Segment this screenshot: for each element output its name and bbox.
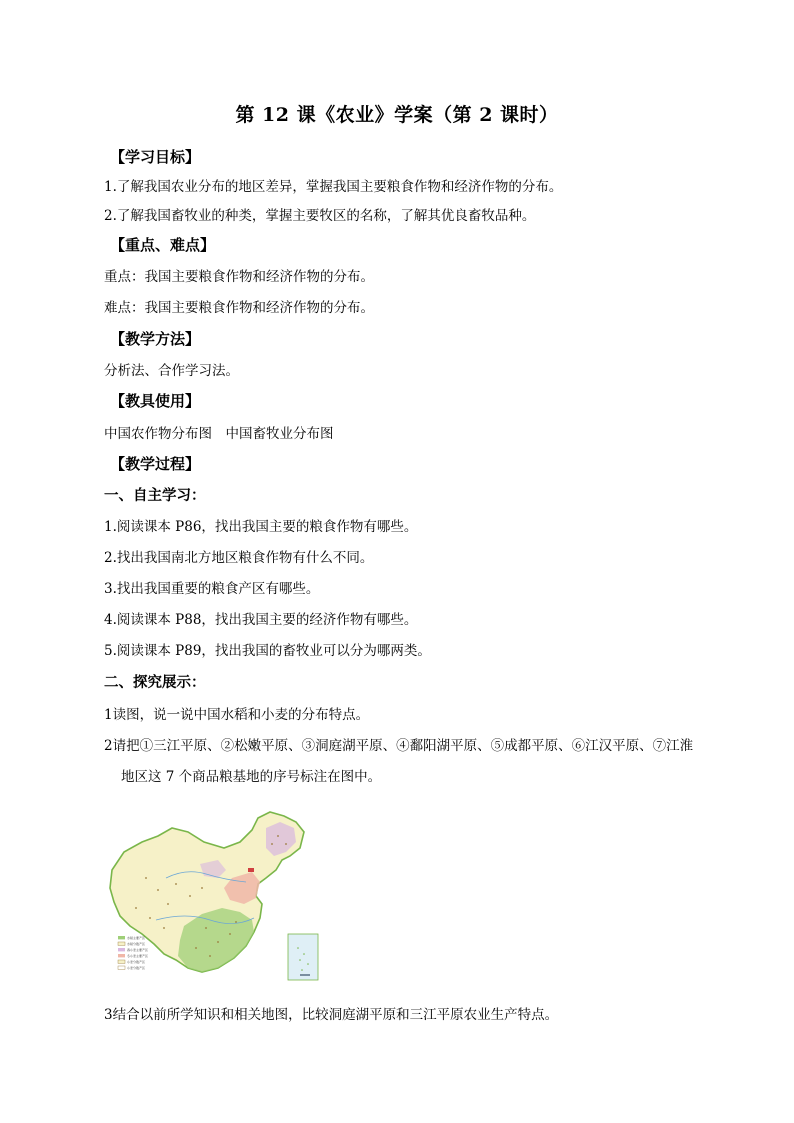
map-inset-label-bar — [300, 974, 310, 976]
self-study-item-2: 2.找出我国南北方地区粮食作物有什么不同。 — [104, 550, 374, 566]
self-study-item-5: 5.阅读课本 P89，找出我国的畜牧业可以分为哪两类。 — [104, 643, 431, 659]
explore-item-2-cont: 地区这 7 个商品粮基地的序号标注在图中。 — [121, 769, 382, 785]
legend-label-5: 小麦分散产区 — [127, 960, 146, 964]
legend-label-6: 小麦分散产区 — [127, 966, 146, 970]
self-study-heading: 一、自主学习： — [104, 487, 206, 504]
explore-heading: 二、探究展示： — [104, 674, 206, 691]
legend-label-3: 春小麦主要产区 — [127, 948, 149, 952]
objectives-heading: 【学习目标】 — [110, 148, 201, 166]
page-title: 第 12 课《农业》学案（第 2 课时） — [235, 104, 559, 126]
keypoint-item-2: 难点：我国主要粮食作物和经济作物的分布。 — [104, 300, 374, 316]
map-legend — [118, 935, 148, 970]
self-study-item-3: 3.找出我国重要的粮食产区有哪些。 — [104, 581, 320, 597]
self-study-item-4: 4.阅读课本 P88，找出我国主要的经济作物有哪些。 — [104, 612, 418, 628]
map-inset-south-china-sea — [288, 934, 318, 980]
map-capital-marker — [248, 868, 254, 872]
china-crop-map — [106, 808, 324, 988]
legend-label-2: 水稻分散产区 — [127, 942, 146, 946]
legend-label-1: 水稻主要产区 — [127, 936, 146, 940]
explore-item-2: 2请把①三江平原、②松嫩平原、③洞庭湖平原、④鄱阳湖平原、⑤成都平原、⑥江汉平原、⑦江淮 — [104, 738, 694, 754]
methods-item-1: 分析法、合作学习法。 — [104, 363, 239, 379]
legend-label-4: 冬小麦主要产区 — [127, 954, 149, 958]
explore-item-3: 3结合以前所学知识和相关地图，比较洞庭湖平原和三江平原农业生产特点。 — [104, 1007, 559, 1023]
methods-heading: 【教学方法】 — [110, 330, 201, 348]
self-study-item-1: 1.阅读课本 P86，找出我国主要的粮食作物有哪些。 — [104, 519, 418, 535]
process-heading: 【教学过程】 — [110, 455, 201, 473]
china-crop-map-image — [106, 808, 324, 988]
tools-heading: 【教具使用】 — [110, 392, 201, 410]
keypoints-heading: 【重点、难点】 — [110, 236, 216, 254]
keypoint-item-1: 重点：我国主要粮食作物和经济作物的分布。 — [104, 269, 374, 285]
objective-item-1: 1.了解我国农业分布的地区差异，掌握我国主要粮食作物和经济作物的分布。 — [104, 179, 563, 195]
tools-item-1: 中国农作物分布图 中国畜牧业分布图 — [104, 426, 334, 442]
objective-item-2: 2.了解我国畜牧业的种类，掌握主要牧区的名称，了解其优良畜牧品种。 — [104, 208, 536, 224]
explore-item-1: 1读图，说一说中国水稻和小麦的分布特点。 — [104, 707, 370, 723]
